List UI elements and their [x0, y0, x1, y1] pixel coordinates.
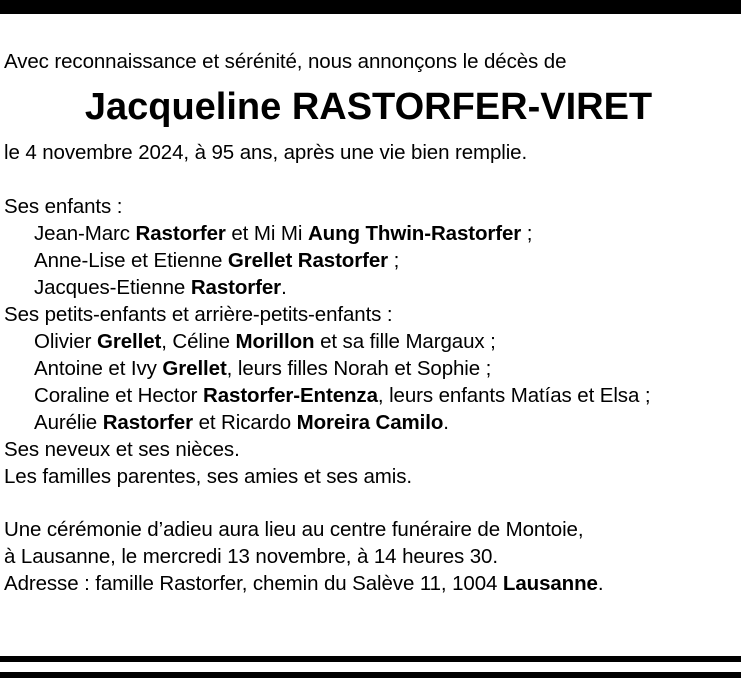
surname-bold: Grellet	[96, 330, 162, 353]
children-heading: Ses enfants :	[4, 195, 123, 218]
bottom-rule-2	[0, 672, 741, 678]
top-rule	[0, 0, 741, 14]
surname-bold: Grellet	[162, 357, 227, 380]
text-segment: .	[443, 411, 449, 434]
notice-body	[0, 14, 741, 597]
text-segment: Aurélie	[34, 411, 103, 434]
grandchild-line	[4, 409, 733, 436]
text-segment: , Céline	[161, 330, 236, 353]
text-segment: Coraline et Hector	[34, 384, 204, 407]
text-segment: Anne-Lise et Etienne	[34, 249, 228, 272]
bottom-rule	[0, 656, 741, 662]
text-segment: et sa fille Margaux ;	[314, 330, 496, 353]
text-segment: Jean-Marc	[34, 222, 136, 245]
text-segment: Une cérémonie d’adieu aura lieu au centre funéraire de Montoie,	[4, 518, 584, 541]
surname-bold: Rastorfer	[190, 276, 282, 299]
surname-bold: Rastorfer	[102, 411, 193, 434]
text-segment: et Ricardo	[192, 411, 297, 434]
grandchild-line	[4, 355, 733, 382]
text-segment: Jacques-Etienne	[34, 276, 191, 299]
spacer-2	[4, 490, 733, 516]
child-line	[4, 220, 733, 247]
text-segment: Olivier	[34, 330, 97, 353]
child-line	[4, 274, 733, 301]
surname-bold: Aung Thwin-Rastorfer	[307, 222, 522, 245]
surname-bold: Moreira Camilo	[296, 411, 444, 434]
surname-bold: Morillon	[235, 330, 315, 353]
text-segment: Antoine et Ivy	[34, 357, 163, 380]
ceremony-line	[4, 543, 733, 570]
text-segment: ;	[521, 222, 533, 245]
text-segment: à Lausanne, le mercredi 13 novembre, à 14 heures 30.	[4, 545, 498, 568]
text-segment: .	[597, 572, 604, 595]
text-segment: , leurs filles Norah et Sophie ;	[226, 357, 492, 380]
child-line	[4, 247, 733, 274]
grandchildren-heading: Ses petits-enfants et arrière-petits-enfants :	[4, 303, 393, 326]
intro-line: Avec reconnaissance et sérénité, nous annonçons le décès de	[4, 50, 567, 73]
text-segment: .	[281, 276, 287, 299]
text-segment: ;	[388, 249, 400, 272]
death-date-line: le 4 novembre 2024, à 95 ans, après une vie bien remplie.	[4, 141, 528, 164]
text-segment: et Mi Mi	[225, 222, 308, 245]
address-line	[4, 570, 733, 597]
deceased-name: Jacqueline RASTORFER-VIRET	[84, 86, 653, 128]
text-segment: , leurs enfants Matías et Elsa ;	[377, 384, 651, 407]
surname-bold: Rastorfer-Entenza	[203, 384, 378, 407]
families-line: Les familles parentes, ses amies et ses amis.	[4, 465, 412, 488]
grandchild-line	[4, 328, 733, 355]
text-segment: Adresse : famille Rastorfer, chemin du Salève 11, 1004	[4, 572, 503, 595]
ceremony-line	[4, 516, 733, 543]
spacer-1	[4, 166, 733, 193]
grandchild-line	[4, 382, 733, 409]
surname-bold: Lausanne	[502, 572, 598, 595]
nephews-line: Ses neveux et ses nièces.	[4, 438, 240, 461]
surname-bold: Rastorfer	[135, 222, 226, 245]
surname-bold: Grellet Rastorfer	[227, 249, 388, 272]
